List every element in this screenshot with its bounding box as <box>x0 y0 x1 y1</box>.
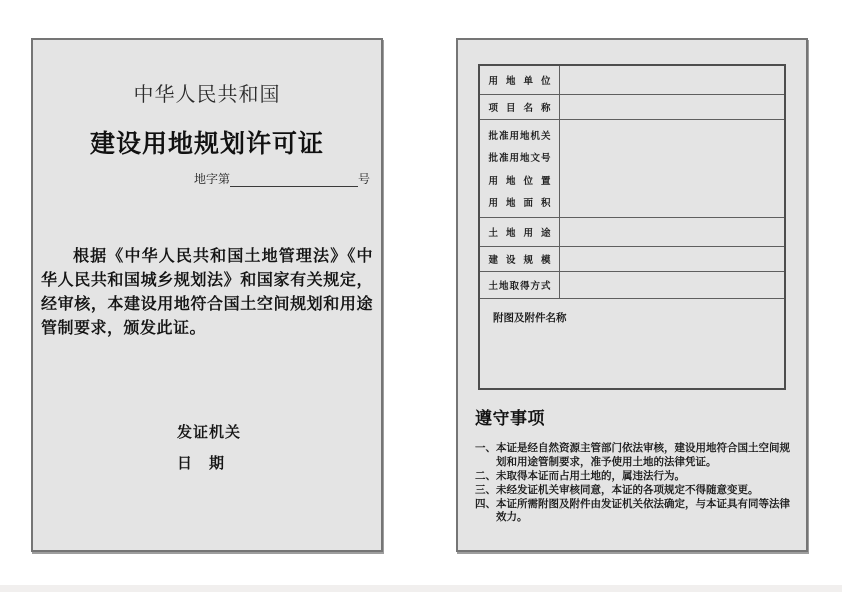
land-user-value <box>560 66 784 94</box>
project-name-label: 项目名称 <box>488 103 551 114</box>
country-heading: 中华人民共和国 <box>133 84 281 106</box>
attachments-label: 附图及附件名称 <box>493 312 567 324</box>
notice-item-1: 一、本证是经自然资源主管部门依法审核，建设用地符合国土空间规划和用途管制要求，准予使用土地的法律凭证。 <box>475 442 790 468</box>
field-label-cell <box>480 66 560 94</box>
acquisition-method-label: 土地取得方式 <box>488 281 551 292</box>
notice-item-2: 二、未取得本证而占用土地的，属违法行为。 <box>475 469 685 482</box>
table-row <box>480 95 784 120</box>
acquisition-method-value <box>560 272 784 298</box>
approval-doc-number-label: 批准用地文号 <box>488 153 551 165</box>
construction-scale-label-cell <box>480 247 560 271</box>
land-use-value <box>560 218 784 246</box>
serial-prefix-label: 地字第 <box>193 172 230 186</box>
field-label-cell <box>480 218 560 246</box>
compliance-notice <box>475 404 790 525</box>
certificate-title: 建设用地规划许可证 <box>89 130 324 158</box>
issuing-authority-label: 发证机关 <box>177 424 242 441</box>
land-info-table <box>478 64 786 390</box>
land-user-label: 用地单位 <box>488 76 551 87</box>
field-label-cell <box>480 120 560 217</box>
land-use-label: 土地用途 <box>488 228 551 239</box>
certificate-statement: 根据《中华人民共和国土地管理法》《中华人民共和国城乡规划法》和国家有关规定，经审核，本建设用地符合国土空间规划和用途管制要求，颁发此证。 <box>41 248 373 337</box>
table-row <box>480 66 784 95</box>
notice-item-3: 三、未经发证机关审核同意，本证的各项规定不得随意变更。 <box>475 483 759 496</box>
land-location-label: 用地位置 <box>488 175 551 187</box>
table-row <box>480 247 784 272</box>
table-row-grouped <box>480 120 784 218</box>
serial-number-blank <box>230 173 358 187</box>
certificate-info-page <box>456 38 808 552</box>
acquisition-method-label-cell <box>480 272 560 298</box>
table-row <box>480 272 784 299</box>
certificate-cover-page <box>31 38 383 552</box>
construction-scale-label: 建设规模 <box>488 255 551 266</box>
compliance-notice-list <box>475 442 790 525</box>
table-row <box>480 218 784 247</box>
scan-edge-strip <box>0 585 842 592</box>
compliance-notice-title: 遵守事项 <box>475 409 545 428</box>
land-area-label: 用地面积 <box>488 197 551 209</box>
construction-scale-value <box>560 247 784 271</box>
field-label-cell <box>480 95 560 119</box>
approving-authority-label: 批准用地机关 <box>488 131 551 143</box>
issue-date-label: 日 期 <box>177 455 226 472</box>
grouped-fields-value <box>560 120 784 217</box>
notice-item-4: 四、本证所需附图及附件由发证机关依法确定，与本证具有同等法律效力。 <box>475 497 790 523</box>
project-name-value <box>560 95 784 119</box>
serial-suffix-label: 号 <box>357 172 370 186</box>
attachments-row <box>480 299 784 388</box>
serial-number-line <box>33 170 370 187</box>
